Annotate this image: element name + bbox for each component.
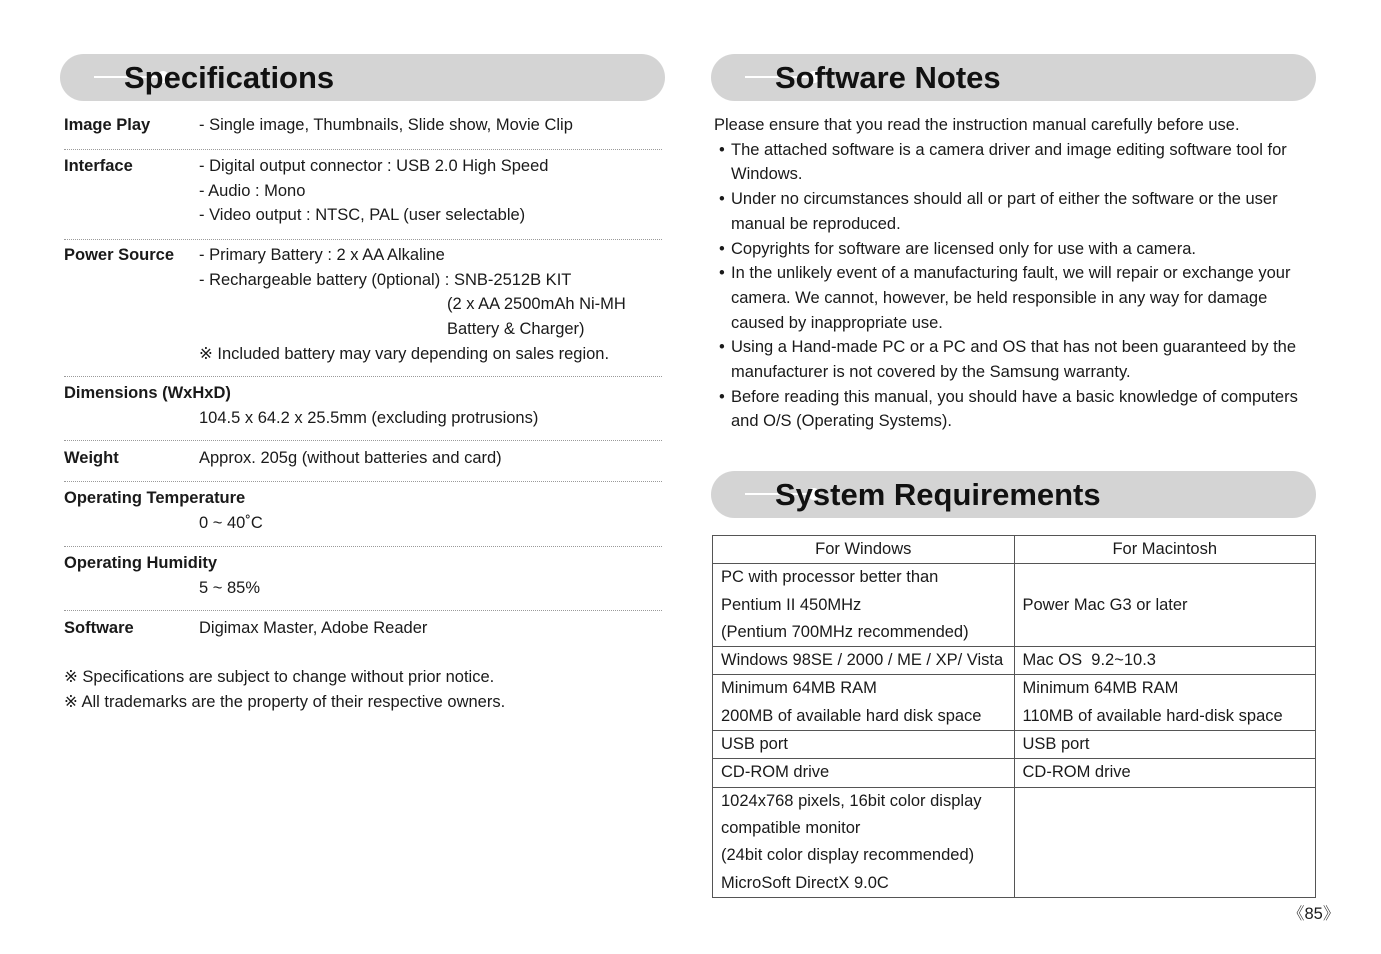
table-row: [713, 675, 1316, 731]
cell-line: 110MB of available hard-disk space: [1022, 706, 1283, 725]
specifications-title: Specifications: [124, 60, 335, 95]
cell-line: (24bit color display recommended): [721, 846, 975, 865]
windows-cell: [713, 675, 1015, 731]
footnote: ※ All trademarks are the property of their respective owners.: [64, 692, 506, 711]
notes-bullet: • In the unlikely event of a manufacturing fault, we will repair or exchange your camera. We cannot, however, be held responsible in any way for damage caused by inappropriate use.: [714, 261, 1304, 335]
spec-row-dimensions: [64, 381, 662, 441]
windows-cell: [713, 564, 1015, 647]
cell-line: Pentium II 450MHz: [721, 595, 862, 614]
spec-value: - Single image, Thumbnails, Slide show, Movie Clip: [199, 116, 573, 134]
notes-bullet: • Using a Hand-made PC or a PC and OS that has not been guaranteed by the manufacturer is not covered by the Samsung warranty.: [714, 335, 1304, 384]
spec-value-line: - Video output : NTSC, PAL (user selectable): [199, 206, 526, 225]
software-notes-header: [711, 54, 1316, 101]
cell-line: Power Mac G3 or later: [1022, 595, 1188, 614]
spec-footnotes: [64, 665, 505, 714]
spec-value-line: - Digital output connector : USB 2.0 High Speed: [199, 157, 549, 175]
spec-key: Interface: [64, 157, 133, 175]
windows-cell: CD-ROM drive: [713, 759, 1015, 787]
table-row: [713, 759, 1316, 787]
notes-bullet: • Copyrights for software are licensed only for use with a camera.: [714, 237, 1304, 262]
spec-key: Dimensions (WxHxD): [64, 384, 231, 402]
spec-note: ※ Included battery may vary depending on sales region.: [199, 344, 610, 363]
mac-cell: CD-ROM drive: [1014, 759, 1316, 787]
spec-value: 0 ~ 40˚C: [199, 513, 263, 532]
spec-value-line: (2 x AA 2500mAh Ni-MH: [447, 295, 626, 314]
table-row: [713, 564, 1316, 647]
cell-line: 1024x768 pixels, 16bit color display: [721, 791, 982, 810]
mac-cell: Mac OS 9.2~10.3: [1014, 647, 1316, 675]
spec-key: Image Play: [64, 116, 151, 134]
windows-cell: USB port: [713, 731, 1015, 759]
notes-bullet: • The attached software is a camera driver and image editing software tool for Windows.: [714, 138, 1304, 187]
spec-row-operating-temperature: [64, 486, 662, 547]
mac-cell: USB port: [1014, 731, 1316, 759]
windows-cell: Windows 98SE / 2000 / ME / XP/ Vista: [713, 647, 1015, 675]
spec-value-line: - Primary Battery : 2 x AA Alkaline: [199, 246, 445, 264]
notes-intro: Please ensure that you read the instruction manual carefully before use.: [714, 116, 1240, 134]
spec-key: Weight: [64, 449, 119, 467]
spec-value: Approx. 205g (without batteries and card): [199, 449, 502, 467]
column-header-windows: For Windows: [713, 536, 1015, 564]
mac-cell-empty: [1014, 787, 1316, 897]
notes-bullet: • Under no circumstances should all or part of either the software or the user manual be reproduced.: [714, 187, 1304, 236]
specifications-header: [60, 54, 665, 101]
notes-bullet: • Before reading this manual, you should have a basic knowledge of computers and O/S (Operating Systems).: [714, 385, 1304, 434]
windows-cell: [713, 787, 1015, 897]
cell-line: 200MB of available hard disk space: [721, 706, 982, 725]
cell-line: Minimum 64MB RAM: [721, 679, 877, 698]
spec-value: [199, 154, 548, 228]
spec-value-line: - Rechargeable battery (0ptional) : SNB-2512B KIT: [199, 270, 572, 289]
notes-bullet-list: [714, 138, 1304, 434]
cell-line: compatible monitor: [721, 818, 861, 837]
mac-cell: [1014, 564, 1316, 647]
spec-key: Software: [64, 619, 134, 637]
spec-value: Digimax Master, Adobe Reader: [199, 619, 428, 637]
spec-value: 5 ~ 85%: [199, 578, 261, 597]
system-requirements-title: System Requirements: [775, 477, 1101, 512]
spec-value: 104.5 x 64.2 x 25.5mm (excluding protrusions): [199, 408, 539, 427]
table-header-row: [713, 536, 1316, 564]
cell-line: MicroSoft DirectX 9.0C: [721, 873, 889, 892]
page-number: 《85》: [1288, 905, 1340, 923]
spec-key: Operating Humidity: [64, 554, 218, 572]
column-header-macintosh: For Macintosh: [1014, 536, 1316, 564]
spec-row-software: [64, 616, 662, 646]
spec-row-weight: [64, 446, 662, 482]
system-requirements-table: [712, 535, 1316, 898]
table-row: [713, 731, 1316, 759]
spec-row-image-play: [64, 113, 662, 150]
system-requirements-header: [711, 471, 1316, 518]
table-row: [713, 787, 1316, 897]
cell-line: PC with processor better than: [721, 568, 939, 587]
mac-cell: [1014, 675, 1316, 731]
spec-value-line: Battery & Charger): [447, 320, 585, 339]
cell-line: Minimum 64MB RAM: [1022, 679, 1179, 698]
spec-value-line: - Audio : Mono: [199, 181, 306, 200]
cell-line: (Pentium 700MHz recommended): [721, 622, 969, 641]
spec-value: [199, 243, 626, 367]
software-notes-title: Software Notes: [775, 60, 1001, 95]
software-notes-body: [714, 113, 1304, 434]
spec-row-operating-humidity: [64, 551, 662, 611]
spec-row-interface: [64, 154, 662, 240]
footnote: ※ Specifications are subject to change without prior notice.: [64, 668, 495, 686]
spec-key: Operating Temperature: [64, 489, 246, 507]
spec-row-power-source: [64, 243, 662, 377]
spec-key: Power Source: [64, 246, 175, 264]
table-row: [713, 647, 1316, 675]
